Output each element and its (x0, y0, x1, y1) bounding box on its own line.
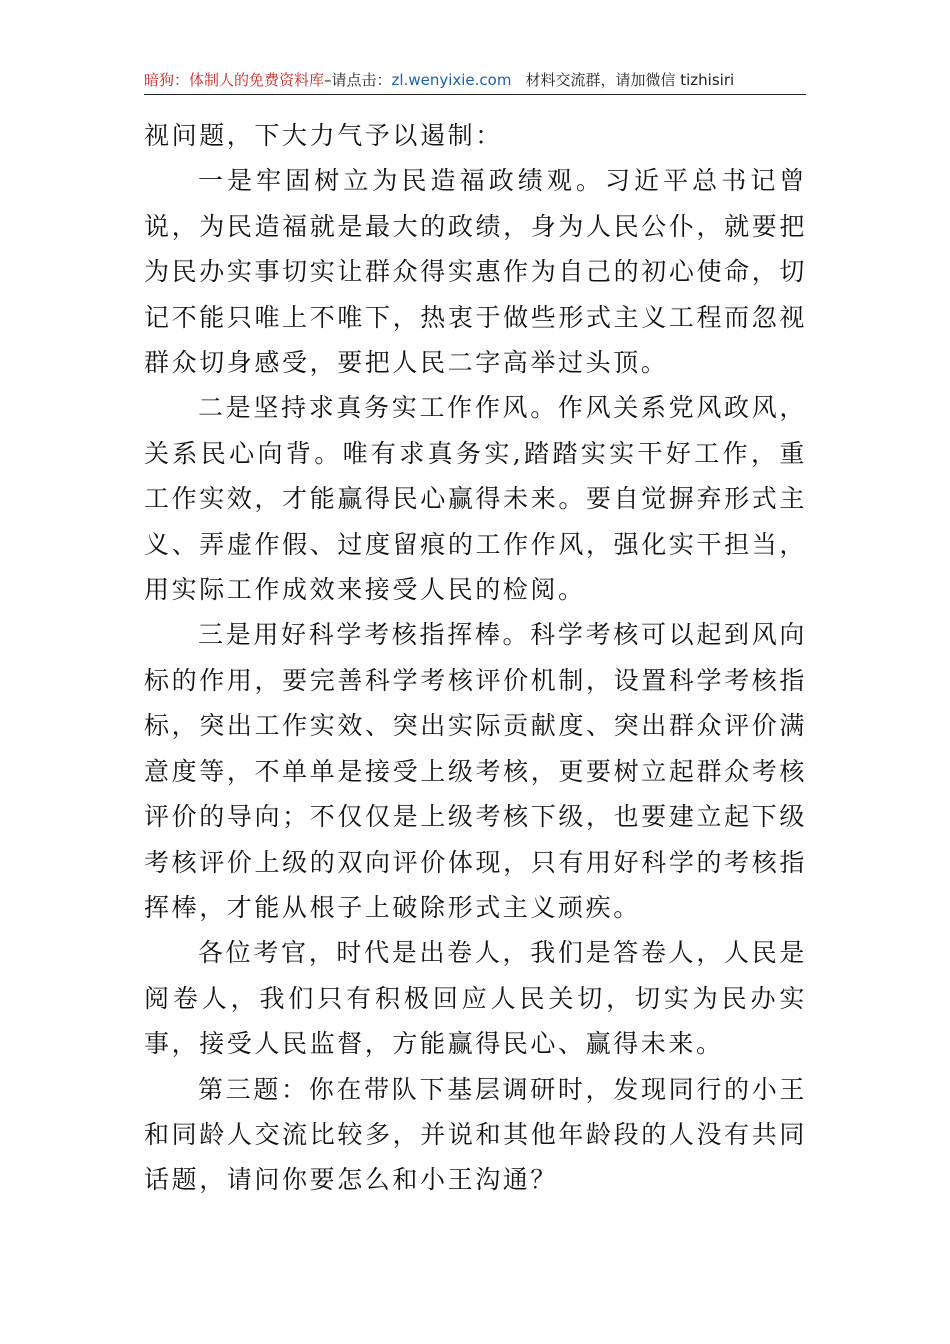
header-group-note: 材料交流群，请加微信 tizhisiri (525, 71, 735, 89)
paragraph-continuation: 视问题，下大力气予以遏制： (144, 121, 503, 150)
header-site-name: 暗狗：体制人的免费资料库 (144, 71, 325, 89)
paragraph-conclusion: 各位考官，时代是出卷人，我们是答卷人，人民是阅卷人，我们只有积极回应人民关切，切实为民办实事，接受人民监督，方能赢得民心、赢得未来。 (144, 938, 807, 1059)
document-body (144, 113, 807, 1203)
header-click-prompt: –请点击： (324, 71, 392, 89)
paragraph-point-three: 三是用好科学考核指挥棒。科学考核可以起到风向标的作用，要完善科学考核评价机制，设置科学考核指标，突出工作实效、突出实际贡献度、突出群众评价满意度等，不单单是接受上级考核，更要树立起群众考核评价的导向；不仅仅是上级考核下级，也要建立起下级考核评价上级的双向评价体现，只有用好科学的考核指挥棒，才能从根子上破除形式主义顽疾。 (144, 620, 807, 922)
paragraph-point-two: 二是坚持求真务实工作作风。作风关系党风政风，关系民心向背。唯有求真务实,踏踏实实干好工作，重工作实效，才能赢得民心赢得未来。要自觉摒弃形式主义、弄虚作假、过度留痕的工作作风，强化实干担当，用实际工作成效来接受人民的检阅。 (144, 393, 807, 605)
header-url-link[interactable]: zl.wenyixie.com (391, 71, 512, 89)
page-header (144, 68, 806, 95)
paragraph-question-three: 第三题：你在带队下基层调研时，发现同行的小王和同龄人交流比较多，并说和其他年龄段的人没有共同话题，请问你要怎么和小王沟通？ (144, 1074, 807, 1195)
paragraph-point-one: 一是牢固树立为民造福政绩观。习近平总书记曾说，为民造福就是最大的政绩，身为人民公仆，就要把为民办实事切实让群众得实惠作为自己的初心使命，切记不能只唯上不唯下，热衷于做些形式主义工程而忽视群众切身感受，要把人民二字高举过头顶。 (144, 166, 807, 378)
